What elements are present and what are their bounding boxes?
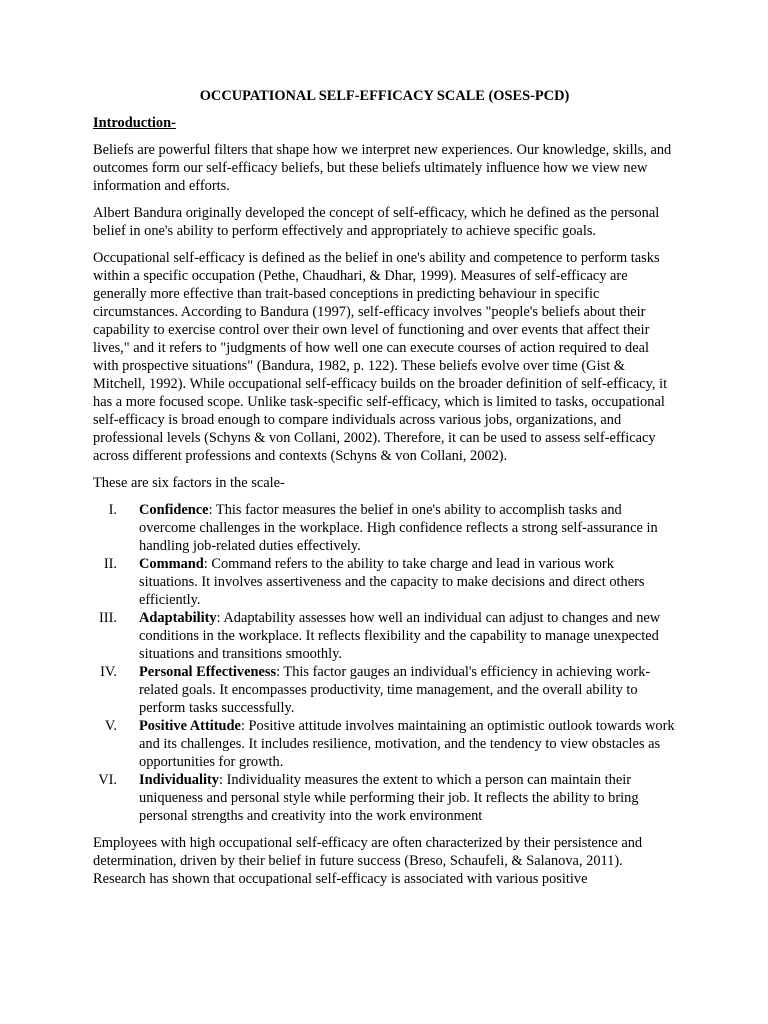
factor-description: : Command refers to the ability to take charge and lead in various work situations. It involves assertiveness and the capacity to make decisions and direct others efficiently. — [139, 556, 645, 608]
paragraph-beliefs: Beliefs are powerful filters that shape how we interpret new experiences. Our knowledge, skills, and outcomes form our self-efficacy beliefs, but these beliefs ultimately influence how we view new information and efforts. — [93, 142, 672, 194]
list-numeral: III. — [99, 610, 117, 626]
factor-term: Command — [139, 556, 204, 572]
factor-description: : This factor gauges an individual's efficiency in achieving work-related goals. It encompasses productivity, time management, and the overall ability to perform tasks successfully. — [139, 664, 651, 716]
paragraph-bandura: Albert Bandura originally developed the concept of self-efficacy, which he defined as the personal belief in one's ability to perform effectively and appropriately to achieve specific goals. — [93, 205, 660, 239]
list-item — [93, 663, 676, 717]
factor-description: : This factor measures the belief in one's ability to accomplish tasks and overcome challenges in the workplace. High confidence reflects a strong self-assurance in handling job-related duties effectively. — [139, 502, 658, 554]
factor-term: Individuality — [139, 772, 219, 788]
list-numeral: VI. — [98, 772, 117, 788]
factor-term: Positive Attitude — [139, 718, 241, 734]
document-content — [93, 87, 676, 897]
list-item — [93, 555, 676, 609]
introduction-heading: Introduction- — [93, 115, 176, 131]
list-numeral: I. — [108, 502, 117, 518]
factor-description: : Positive attitude involves maintaining an optimistic outlook towards work and its challenges. It includes resilience, motivation, and the tendency to view obstacles as opportunities for growth. — [139, 718, 675, 770]
paragraph-occupational-self-efficacy: Occupational self-efficacy is defined as the belief in one's ability and competence to perform tasks within a specific occupation (Pethe, Chaudhari, & Dhar, 1999). Measures of self-efficacy are generally more effective than trait-based conceptions in predicting behaviour in specific circumstances. According to Bandura (1997), self-efficacy involves "people's beliefs about their capability to exercise control over their own level of functioning and over events that affect their lives," and it refers to "judgments of how well one can execute courses of action required to deal with prospective situations" (Bandura, 1982, p. 122). These beliefs evolve over time (Gist & Mitchell, 1992). While occupational self-efficacy builds on the broader definition of self-efficacy, it has a more focused scope. Unlike task-specific self-efficacy, which is limited to tasks, occupational self-efficacy is broad enough to compare individuals across various jobs, organizations, and professional levels (Schyns & von Collani, 2002). Therefore, it can be used to assess self-efficacy across different professions and contexts (Schyns & von Collani, 2002). — [93, 250, 668, 464]
factor-description: : Adaptability assesses how well an individual can adjust to changes and new conditions in the workplace. It reflects flexibility and the capability to manage unexpected situations and transitions smoothly. — [139, 610, 661, 662]
paragraph-closing: Employees with high occupational self-efficacy are often characterized by their persistence and determination, driven by their belief in future success (Breso, Schaufeli, & Salanova, 2011). Research has shown that occupational self-efficacy is associated with various positive — [93, 835, 643, 887]
document-title: OCCUPATIONAL SELF-EFFICACY SCALE (OSES-PCD) — [199, 88, 570, 104]
list-numeral: IV. — [100, 664, 117, 680]
list-item — [93, 771, 676, 825]
factor-list — [93, 501, 676, 825]
list-item — [93, 501, 676, 555]
factor-term: Adaptability — [139, 610, 217, 626]
list-numeral: II. — [103, 556, 117, 572]
list-item — [93, 717, 676, 771]
list-numeral: V. — [104, 718, 117, 734]
factor-term: Personal Effectiveness — [139, 664, 277, 680]
list-item — [93, 609, 676, 663]
factor-term: Confidence — [139, 502, 209, 518]
factor-description: : Individuality measures the extent to which a person can maintain their uniqueness and personal style while performing their job. It reflects the ability to bring personal strengths and creativity into the work environment — [139, 772, 639, 824]
paragraph-factors-intro: These are six factors in the scale- — [93, 475, 285, 491]
